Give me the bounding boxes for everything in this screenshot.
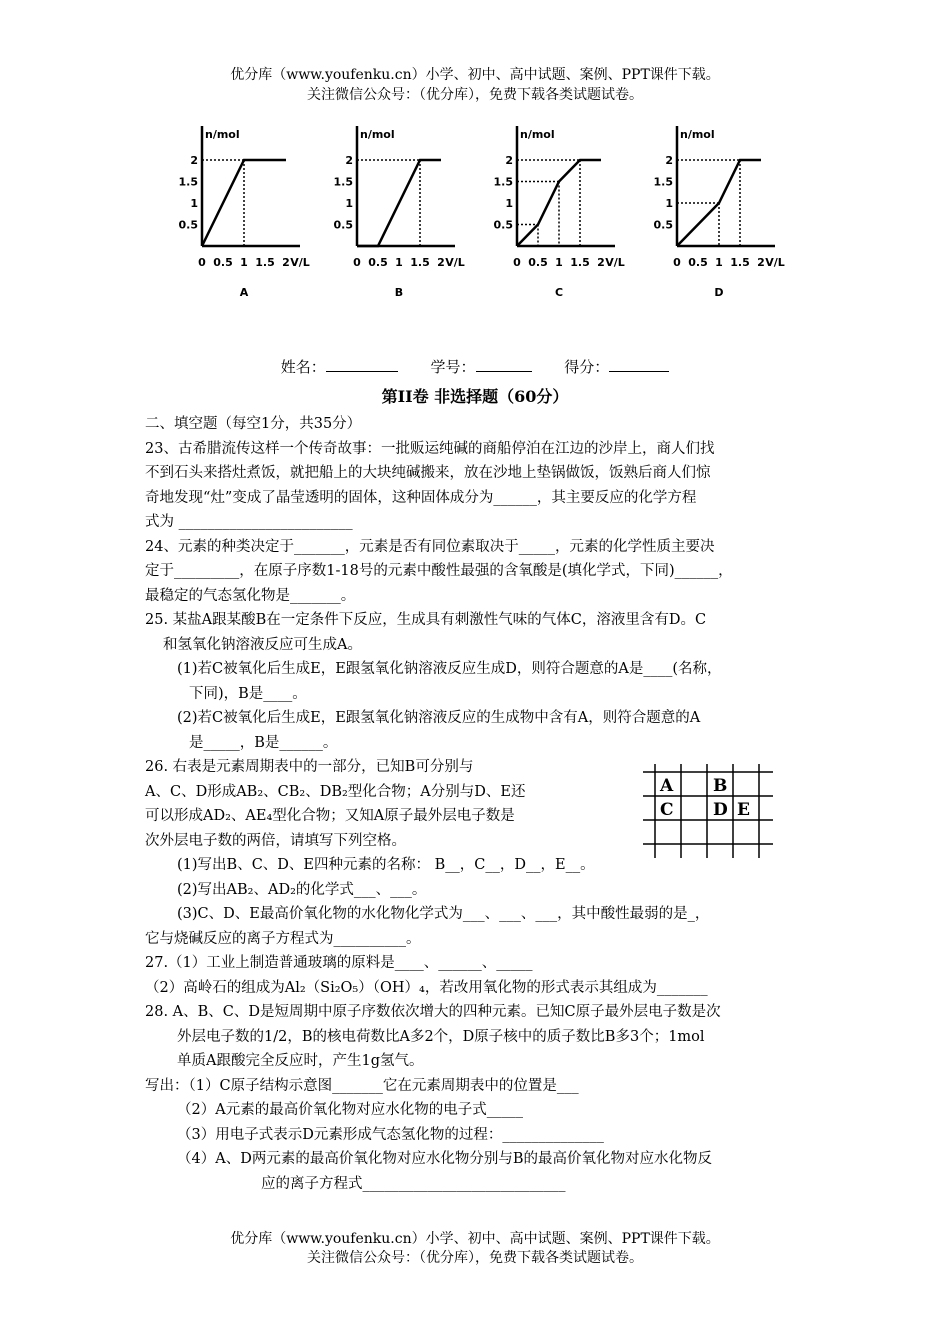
x-tick-label: 2: [282, 256, 290, 269]
q23-line: 不到石头来搭灶煮饭，就把船上的大块纯碱搬来，放在沙地上垫锅做饭，饭熟后商人们惊: [145, 465, 711, 481]
q28-line: 单质A跟酸完全反应时，产生1g氢气。: [177, 1053, 424, 1069]
y-tick-label: 1: [345, 197, 353, 210]
y-tick-label: 2: [345, 154, 353, 167]
score-blank[interactable]: [609, 357, 669, 372]
q28-line: （2）A元素的最高价氧化物对应水化物的电子式_____: [177, 1102, 523, 1118]
x-tick-label: 0: [198, 256, 206, 269]
y-tick-label: 0.5: [178, 218, 198, 232]
q26-line: (2)写出AB₂、AD₂的化学式___、___。: [177, 881, 427, 898]
x-axis-label: V/L: [290, 256, 310, 269]
q26-line: 可以形成AD₂、AE₄型化合物；又知A原子最外层电子数是: [145, 808, 515, 824]
q23-line: 式为 ________________________: [145, 514, 353, 530]
y-tick-label: 1.5: [653, 175, 673, 189]
name-label: 姓名：: [280, 358, 326, 376]
x-axis-label: V/L: [605, 256, 625, 269]
x-tick-label: 0: [353, 256, 361, 269]
x-tick-label: 1: [240, 256, 248, 269]
x-tick-label: 0.5: [213, 256, 233, 269]
q26-line: 次外层电子数的两倍，请填写下列空格。: [145, 832, 406, 849]
part2-heading: 二、填空题（每空1分，共35分）: [145, 416, 362, 432]
x-tick-label: 0: [673, 256, 681, 269]
q26-line: A、C、D形成AB₂、CB₂、DB₂型化合物；A分别与D、E还: [145, 783, 526, 800]
x-tick-label: 0.5: [688, 256, 708, 269]
section-title: 第II卷 非选择题（60分）: [381, 387, 569, 406]
graph-c-svg: [495, 118, 655, 303]
y-axis-label: n/mol: [520, 128, 555, 141]
x-tick-label: 1.5: [410, 256, 430, 269]
x-tick-label: 0.5: [528, 256, 548, 269]
q27-line: 27.（1）工业上制造普通玻璃的原料是____、______、_____: [145, 955, 533, 971]
id-label: 学号：: [430, 358, 476, 376]
id-blank[interactable]: [476, 357, 532, 372]
table-cell-a: A: [660, 776, 674, 796]
table-cell-b: B: [713, 776, 728, 796]
x-tick-label: 1.5: [255, 256, 275, 269]
graph-c: [495, 118, 655, 303]
periodic-table-fragment: [633, 764, 783, 874]
q28-line: （3）用电子式表示D元素形成气态氢化物的过程：______________: [177, 1126, 604, 1143]
footer-line-2: 关注微信公众号：（优分库），免费下载各类试题试卷。: [307, 1250, 643, 1266]
y-axis-label: n/mol: [360, 128, 395, 141]
q24-line: 定于_________，在原子序数1-18号的元素中酸性最强的含氧酸是(填化学式，下同)______，: [145, 563, 733, 579]
data-line: [357, 160, 441, 246]
x-axis-label: V/L: [765, 256, 785, 269]
q28-line: 写出：（1）C原子结构示意图_______它在元素周期表中的位置是___: [145, 1077, 579, 1094]
x-tick-label: 0.5: [368, 256, 388, 269]
footer-line-1: 优分库（www.youfenku.cn）小学、初中、高中试题、案例、PPT课件下载。: [230, 1231, 720, 1247]
q24-line: 24、元素的种类决定于_______，元素是否有同位素取决于_____，元素的化学性质主要决: [145, 538, 715, 555]
graph-a-svg: [180, 118, 340, 303]
graph-caption: A: [239, 286, 249, 299]
q23-line: 奇地发现“灶”变成了晶莹透明的固体，这种固体成分为______，其主要反应的化学方程: [145, 489, 697, 506]
score-label: 得分：: [564, 358, 610, 376]
y-tick-label: 1: [505, 197, 513, 210]
q25-line: (1)若C被氧化后生成E，E跟氢氧化钠溶液反应生成D，则符合题意的A是____(名称，: [177, 661, 722, 677]
graph-d-svg: [655, 118, 815, 303]
q26-line: 26. 右表是元素周期表中的一部分，已知B可分别与: [145, 759, 474, 775]
q23-line: 23、古希腊流传这样一个传奇故事：一批贩运纯碱的商船停泊在江边的沙岸上，商人们找: [145, 440, 715, 457]
q27-line: （2）高岭石的组成为Al₂（Si₂O₅）（OH）₄，若改用氧化物的形式表示其组成为_______: [145, 979, 708, 996]
x-tick-label: 1: [395, 256, 403, 269]
x-tick-label: 1: [715, 256, 723, 269]
graph-b-svg: [335, 118, 495, 303]
x-tick-label: 2: [437, 256, 445, 269]
graph-d: [655, 118, 815, 303]
periodic-table-svg: [633, 764, 783, 874]
y-tick-label: 0.5: [653, 218, 673, 232]
x-tick-label: 0: [513, 256, 521, 269]
graph-caption: C: [554, 286, 564, 299]
x-tick-label: 2: [597, 256, 605, 269]
graph-a: [180, 118, 340, 303]
q25-line: 和氢氧化钠溶液反应可生成A。: [163, 636, 362, 653]
header-line-1: 优分库（www.youfenku.cn）小学、初中、高中试题、案例、PPT课件下载。: [230, 67, 720, 83]
q26-line: 它与烧碱反应的离子方程式为__________。: [145, 930, 421, 947]
q25-line: 25. 某盐A跟某酸B在一定条件下反应，生成具有刺激性气味的气体C，溶液里含有D。C: [145, 612, 707, 628]
table-cell-d: D: [713, 800, 728, 820]
q28-line: 外层电子数的1/2，B的核电荷数比A多2个，D原子核中的质子数比B多3个；1mol: [177, 1028, 705, 1045]
x-tick-label: 1.5: [570, 256, 590, 269]
q25-line: 是_____，B是______。: [189, 734, 338, 751]
graph-b: [335, 118, 495, 303]
y-tick-label: 1: [665, 197, 673, 210]
q28-line: 28. A、B、C、D是短周期中原子序数依次增大的四种元素。已知C原子最外层电子数是次: [145, 1004, 721, 1020]
table-cell-c: C: [660, 800, 674, 820]
q25-line: 下同)，B是____。: [189, 685, 307, 702]
graph-caption: B: [394, 286, 404, 299]
y-tick-label: 2: [665, 154, 673, 167]
y-tick-label: 0.5: [493, 218, 513, 232]
q28-line: 应的离子方程式____________________________: [261, 1175, 566, 1192]
y-axis-label: n/mol: [680, 128, 715, 141]
name-blank[interactable]: [326, 357, 398, 372]
y-tick-label: 2: [505, 154, 513, 167]
x-axis-label: V/L: [445, 256, 465, 269]
y-tick-label: 1.5: [333, 175, 353, 189]
y-tick-label: 0.5: [333, 218, 353, 232]
q26-line: (1)写出B、C、D、E四种元素的名称： B__，C__，D__，E__。: [177, 857, 595, 873]
y-tick-label: 1.5: [493, 175, 513, 189]
q26-line: (3)C、D、E最高价氧化物的水化物化学式为___、___、___，其中酸性最弱的是_，: [177, 906, 710, 922]
y-axis-label: n/mol: [205, 128, 240, 141]
q24-line: 最稳定的气态氢化物是_______。: [145, 587, 356, 604]
x-tick-label: 1.5: [730, 256, 750, 269]
q25-line: (2)若C被氧化后生成E，E跟氢氧化钠溶液反应的生成物中含有A，则符合题意的A: [177, 710, 701, 726]
q28-line: （4）A、D两元素的最高价氧化物对应水化物分别与B的最高价氧化物对应水化物反: [177, 1151, 712, 1167]
student-info-row: [0, 356, 950, 377]
x-tick-label: 1: [555, 256, 563, 269]
y-tick-label: 2: [190, 154, 198, 167]
y-tick-label: 1: [190, 197, 198, 210]
table-cell-e: E: [737, 800, 750, 820]
y-tick-label: 1.5: [178, 175, 198, 189]
x-tick-label: 2: [757, 256, 765, 269]
graph-caption: D: [714, 286, 724, 299]
question-content: [145, 412, 815, 1196]
header-line-2: 关注微信公众号：（优分库），免费下载各类试题试卷。: [307, 87, 643, 103]
